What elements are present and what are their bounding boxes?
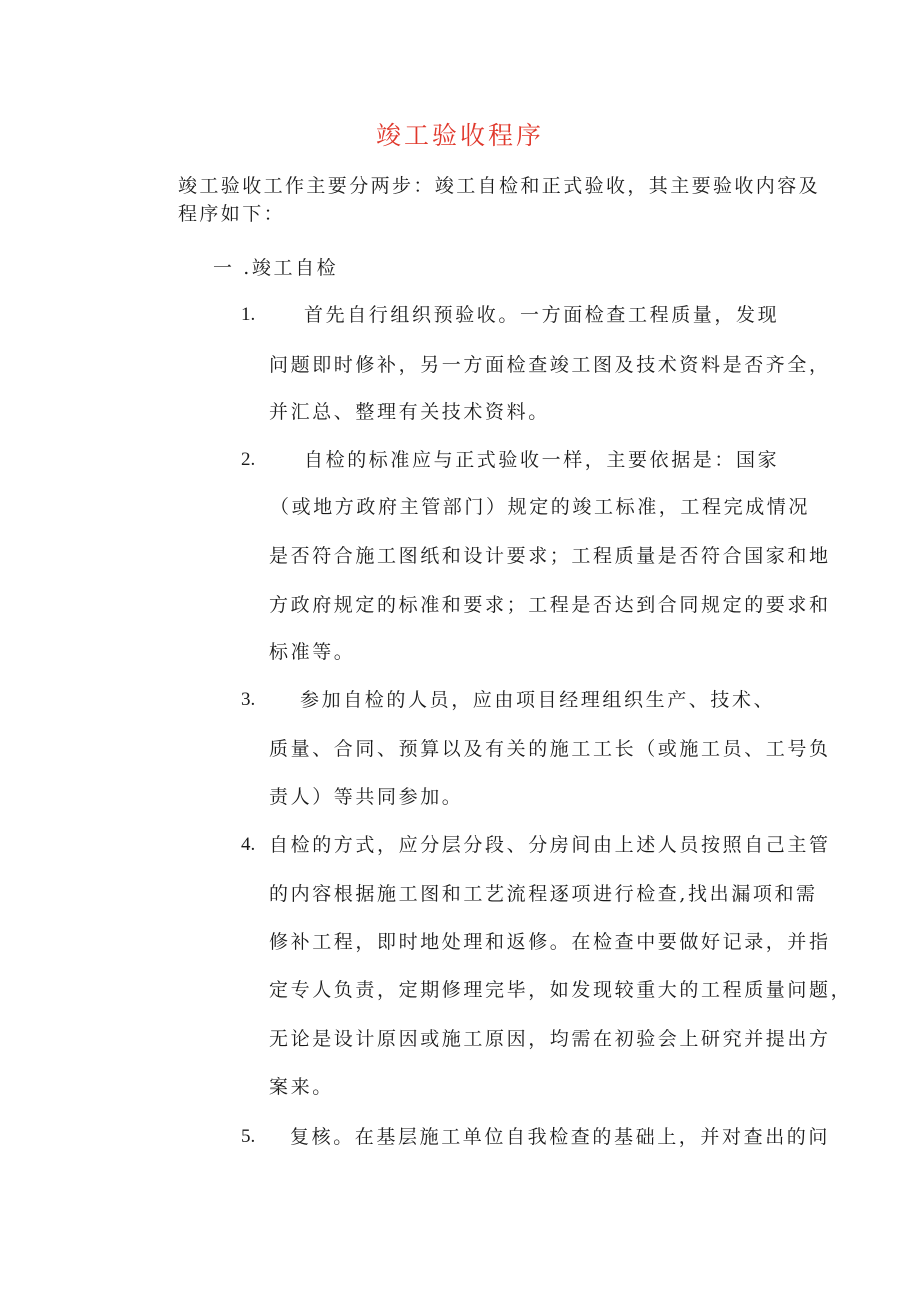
page-title: 竣工验收程序 — [375, 121, 544, 150]
item-4-number: 4. — [241, 834, 256, 855]
item-2-line-3: 是否符合施工图纸和设计要求；工程质量是否符合国家和地 — [269, 545, 831, 567]
item-3-line-2: 质量、合同、预算以及有关的施工工长（或施工员、工号负 — [269, 738, 831, 760]
item-3-number: 3. — [241, 689, 256, 710]
item-4-line-4: 定专人负责，定期修理完毕，如发现较重大的工程质量问题， — [269, 979, 853, 1001]
item-4-line-1: 自检的方式，应分层分段、分房间由上述人员按照自己主管 — [269, 834, 831, 856]
item-3-line-1: 参加自检的人员，应由项目经理组织生产、技术、 — [300, 689, 776, 711]
section-heading: 一 .竣工自检 — [213, 257, 339, 279]
item-2-line-1: 自检的标准应与正式验收一样，主要依据是：国家 — [304, 449, 780, 471]
item-2-line-2: （或地方政府主管部门）规定的竣工标准，工程完成情况 — [270, 496, 811, 518]
item-4-line-3: 修补工程，即时地处理和返修。在检查中要做好记录，并指 — [269, 931, 831, 953]
intro-line-2: 程序如下： — [178, 203, 286, 225]
item-4-line-2: 的内容根据施工图和工艺流程逐项进行检查,找出漏项和需 — [269, 883, 818, 905]
item-1-line-2: 问题即时修补，另一方面检查竣工图及技术资料是否齐全， — [269, 354, 831, 376]
item-4-line-6: 案来。 — [269, 1076, 334, 1098]
item-1-line-3: 并汇总、整理有关技术资料。 — [269, 401, 550, 423]
item-2-line-5: 标准等。 — [269, 641, 356, 663]
item-1-number: 1. — [241, 304, 256, 325]
intro-line-1: 竣工验收工作主要分两步：竣工自检和正式验收，其主要验收内容及 — [178, 175, 821, 197]
item-2-line-4: 方政府规定的标准和要求；工程是否达到合同规定的要求和 — [269, 594, 831, 616]
item-3-line-3: 责人）等共同参加。 — [269, 786, 464, 808]
item-1-line-1: 首先自行组织预验收。一方面检查工程质量，发现 — [304, 304, 780, 326]
item-2-number: 2. — [241, 449, 256, 470]
item-5-line-1: 复核。在基层施工单位自我检查的基础上，并对查出的问 — [290, 1126, 831, 1148]
item-4-line-5: 无论是设计原因或施工原因，均需在初验会上研究并提出方 — [269, 1028, 831, 1050]
item-5-number: 5. — [241, 1126, 256, 1147]
